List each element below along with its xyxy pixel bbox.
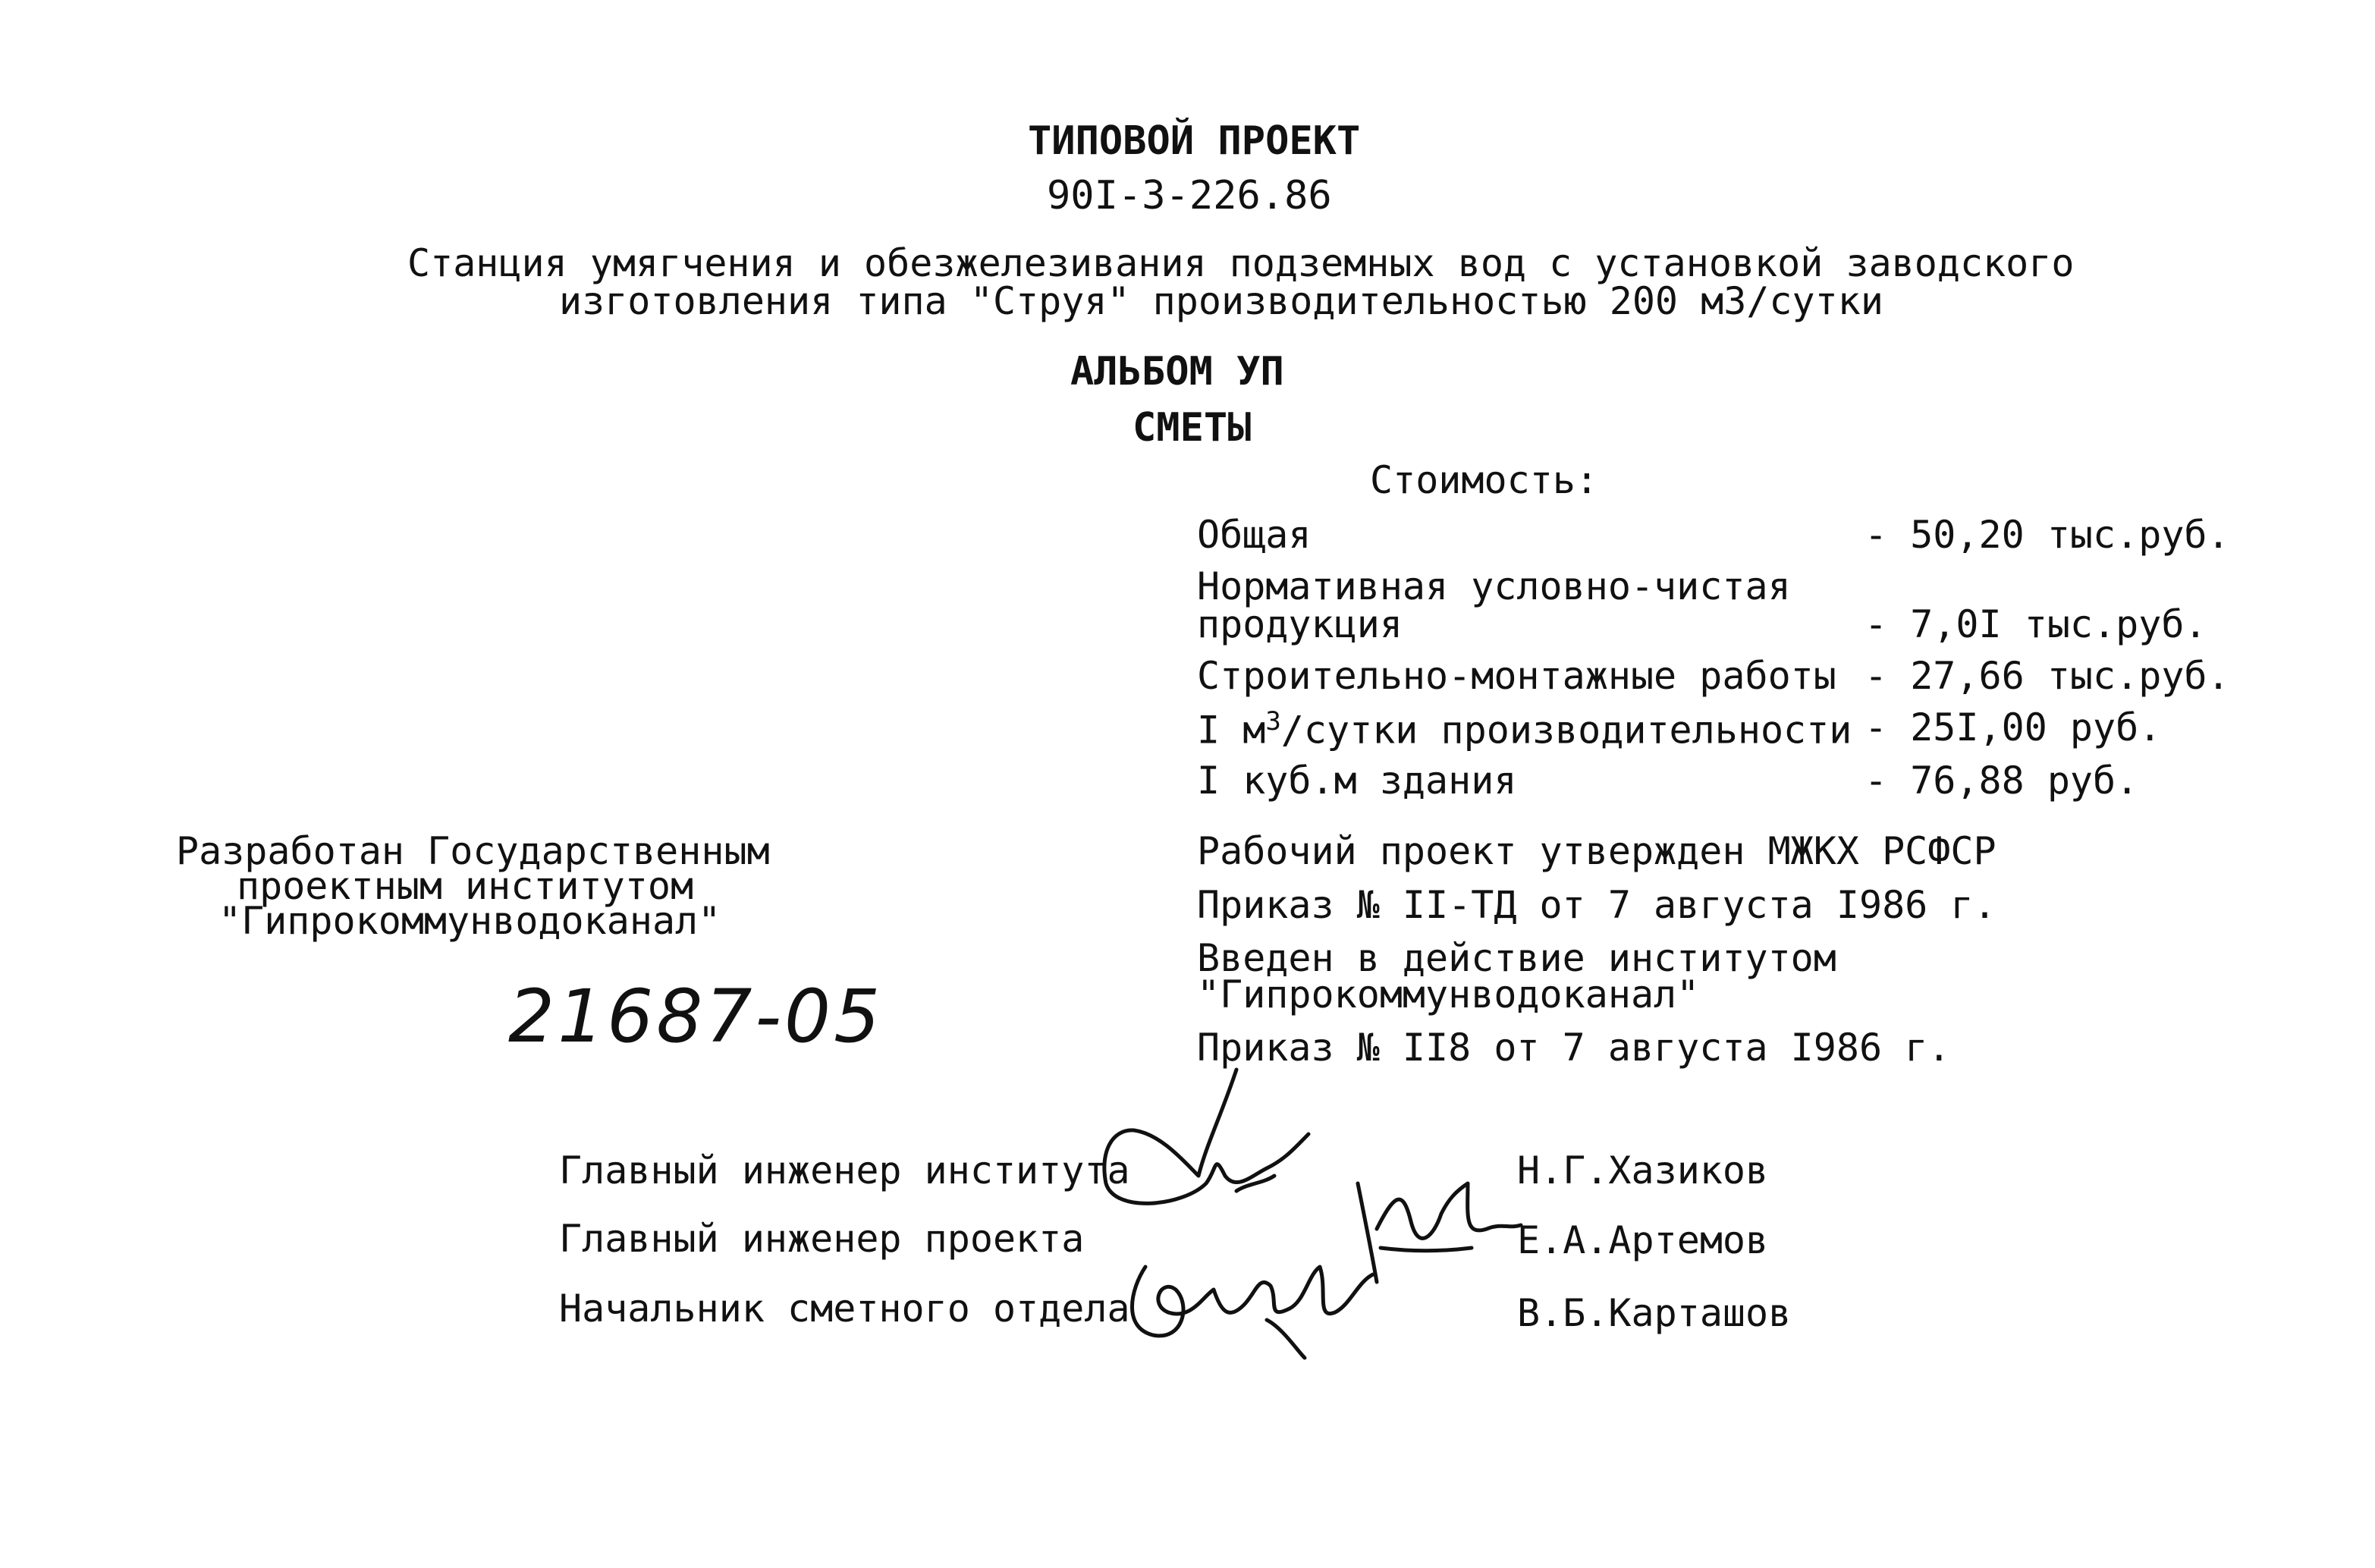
developer-line-3: "Гипрокоммунводоканал": [218, 899, 721, 943]
doc-number: 90I-3-226.86: [1047, 173, 1332, 218]
album-label: АЛЬБОМ УП: [1070, 349, 1284, 394]
signature-scribble-kartashov: [1115, 1244, 1388, 1358]
approval-line-3: Введен в действие институтом: [1197, 936, 1836, 980]
cost-heading: Стоимость:: [1370, 458, 1599, 502]
signature-role-chief-engineer-project: Главный инженер проекта: [559, 1217, 1085, 1261]
cost-label-normative: Нормативная условно-чистая: [1197, 564, 1791, 608]
signature-name-artemov: Е.А.Артемов: [1517, 1218, 1769, 1262]
cost-value-total: - 50,20 тыс.руб.: [1865, 513, 2230, 557]
cost-label-total: Общая: [1197, 513, 1312, 557]
signature-scribble-khazikov: [1092, 1062, 1320, 1221]
approval-line-4: "Гипрокоммунводоканал": [1197, 973, 1700, 1017]
approval-line-5: Приказ № II8 от 7 августа I986 г.: [1197, 1026, 1951, 1070]
cost-label-building: I куб.м здания: [1197, 759, 1517, 803]
developer-line-1: Разработан Государственным: [176, 829, 770, 873]
cost-label-construction: Строительно-монтажные работы: [1197, 654, 1836, 698]
doc-type: ТИПОВОЙ ПРОЕКТ: [1028, 118, 1361, 164]
title-line-2: изготовления типа "Струя" производительностью 200 м3/сутки: [559, 279, 1883, 323]
cost-label-per-m3: [1197, 706, 1852, 753]
title-line-1: Станция умягчения и обезжелезивания подземных вод с установкой заводского: [407, 241, 2075, 285]
signature-name-khazikov: Н.Г.Хазиков: [1517, 1149, 1769, 1192]
section-label: СМЕТЫ: [1133, 405, 1252, 451]
cost-label-per-m3-sup: 3: [1265, 706, 1281, 737]
developer-line-2: проектным институтом: [237, 864, 694, 908]
signature-role-head-estimate-dept: Начальник сметного отдела: [559, 1287, 1130, 1331]
handwritten-inventory-number: 21687-05: [508, 974, 884, 1059]
cost-value-normative: - 7,0I тыс.руб.: [1865, 602, 2207, 646]
cost-value-building: - 76,88 руб.: [1865, 759, 2139, 803]
cost-value-per-m3: - 25I,00 руб.: [1865, 705, 2162, 749]
cost-label-per-m3-post: /сутки производительности: [1280, 708, 1852, 753]
approval-line-2: Приказ № II-ТД от 7 августа I986 г.: [1197, 883, 1996, 927]
signature-role-chief-engineer-institute: Главный инженер института: [559, 1149, 1130, 1192]
cost-value-construction: - 27,66 тыс.руб.: [1865, 654, 2230, 698]
approval-line-1: Рабочий проект утвержден МЖКХ РСФСР: [1197, 829, 1996, 873]
signature-name-kartashov: В.Б.Карташов: [1517, 1291, 1792, 1335]
cost-label-per-m3-pre: I м: [1197, 708, 1266, 753]
cost-label-normative-2: продукция: [1197, 602, 1403, 646]
